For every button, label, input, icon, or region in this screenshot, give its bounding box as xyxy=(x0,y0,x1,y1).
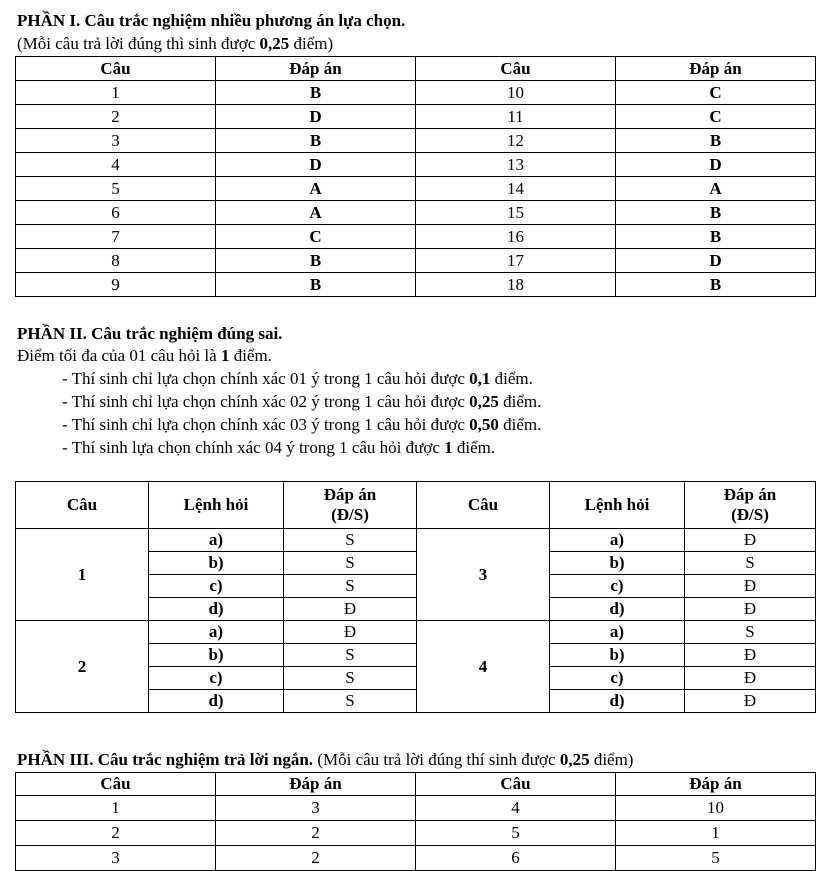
table-row xyxy=(16,821,816,846)
table-row xyxy=(16,81,816,105)
part3-note-score: 0,25 xyxy=(559,750,590,769)
sub-question: c) xyxy=(149,575,284,598)
part2-header-dap-an-right xyxy=(685,482,816,529)
answer-cell: S xyxy=(284,644,417,667)
part1-header-3: Đáp án xyxy=(616,57,816,81)
sub-question: c) xyxy=(149,667,284,690)
table-row xyxy=(16,177,816,201)
answer-cell: B xyxy=(216,249,416,273)
rule-suffix: điểm. xyxy=(498,415,542,434)
sub-question: a) xyxy=(550,621,685,644)
question-number: 16 xyxy=(416,225,616,249)
question-number: 3 xyxy=(16,846,216,871)
question-number: 4 xyxy=(416,796,616,821)
answer-cell: C xyxy=(216,225,416,249)
answer-cell: B xyxy=(216,273,416,297)
sub-question: b) xyxy=(149,644,284,667)
rule-suffix: điểm. xyxy=(498,392,542,411)
question-number: 1 xyxy=(16,529,149,621)
part1-answer-table xyxy=(15,56,816,297)
answer-cell: D xyxy=(616,153,816,177)
sub-question: b) xyxy=(149,552,284,575)
answer-cell: Đ xyxy=(685,598,816,621)
question-number: 6 xyxy=(416,846,616,871)
answer-cell: Đ xyxy=(284,598,417,621)
table-row xyxy=(16,621,816,644)
part2-max-suffix: điểm. xyxy=(229,346,272,365)
rule-score: 0,25 xyxy=(469,392,499,411)
part1-header-0: Câu xyxy=(16,57,216,81)
rule-score: 0,1 xyxy=(469,369,491,388)
answer-cell: B xyxy=(616,273,816,297)
question-number: 13 xyxy=(416,153,616,177)
question-number: 14 xyxy=(416,177,616,201)
part3-answer-table xyxy=(15,772,816,871)
part2-header-lenh-hoi-left: Lệnh hỏi xyxy=(149,482,284,529)
rule-text: - Thí sinh chỉ lựa chọn chính xác 03 ý trong 1 câu hỏi được xyxy=(62,415,470,434)
part1-note-prefix: (Mỗi câu trả lời đúng thì sinh được xyxy=(17,34,260,53)
part1-note xyxy=(17,34,333,54)
sub-question: a) xyxy=(550,529,685,552)
table-row xyxy=(16,129,816,153)
rule-text: - Thí sinh chỉ lựa chọn chính xác 02 ý trong 1 câu hỏi được xyxy=(62,392,470,411)
table-row xyxy=(16,105,816,129)
question-number: 1 xyxy=(16,81,216,105)
answer-cell: B xyxy=(216,81,416,105)
part3-header-0: Câu xyxy=(16,773,216,796)
sub-question: d) xyxy=(550,598,685,621)
sub-question: a) xyxy=(149,621,284,644)
answer-cell: 2 xyxy=(216,821,416,846)
answer-cell: B xyxy=(616,201,816,225)
question-number: 3 xyxy=(417,529,550,621)
answer-cell: 3 xyxy=(216,796,416,821)
part2-header-lenh-hoi-right: Lệnh hỏi xyxy=(550,482,685,529)
question-number: 7 xyxy=(16,225,216,249)
rule-text: - Thí sinh lựa chọn chính xác 04 ý trong 1 câu hỏi được xyxy=(62,438,445,457)
question-number: 1 xyxy=(16,796,216,821)
answer-cell: Đ xyxy=(685,690,816,713)
question-number: 11 xyxy=(416,105,616,129)
part3-note-prefix: (Mỗi câu trả lời đúng thí sinh được xyxy=(313,750,560,769)
answer-cell: 10 xyxy=(616,796,816,821)
question-number: 6 xyxy=(16,201,216,225)
answer-cell: 1 xyxy=(616,821,816,846)
rule-suffix: điểm. xyxy=(490,369,533,388)
part2-header-cau-right: Câu xyxy=(417,482,550,529)
answer-cell: B xyxy=(616,129,816,153)
part1-header-2: Câu xyxy=(416,57,616,81)
answer-cell: S xyxy=(284,575,417,598)
answer-cell: A xyxy=(216,177,416,201)
part2-max-value: 1 xyxy=(220,346,230,365)
rule-suffix: điểm. xyxy=(452,438,496,457)
part2-title: PHẦN II. Câu trắc nghiệm đúng sai. xyxy=(17,324,283,343)
part2-rule-1 xyxy=(62,392,541,412)
part2-rule-3 xyxy=(62,438,495,458)
sub-question: c) xyxy=(550,575,685,598)
answer-cell: D xyxy=(216,105,416,129)
table-row xyxy=(16,153,816,177)
table-row xyxy=(16,225,816,249)
part2-header-dap-an-left-line2: (Đ/S) xyxy=(331,505,369,524)
part3-header-1: Đáp án xyxy=(216,773,416,796)
part1-title: PHẦN I. Câu trắc nghiệm nhiều phương án lựa chọn. xyxy=(17,11,406,30)
part3-header-2: Câu xyxy=(416,773,616,796)
part2-header-dap-an-right-line1: Đáp án xyxy=(723,485,777,504)
sub-question: b) xyxy=(550,644,685,667)
question-number: 3 xyxy=(16,129,216,153)
answer-cell: C xyxy=(616,81,816,105)
table-row xyxy=(16,529,816,552)
sub-question: d) xyxy=(550,690,685,713)
answer-cell: C xyxy=(616,105,816,129)
answer-cell: S xyxy=(284,552,417,575)
part2-header-dap-an-right-line2: (Đ/S) xyxy=(731,505,769,524)
part2-header-dap-an-left xyxy=(284,482,417,529)
part3-title: PHẦN III. Câu trắc nghiệm trả lời ngắn. xyxy=(17,750,314,769)
part2-answer-table xyxy=(15,481,816,713)
question-number: 5 xyxy=(416,821,616,846)
table-row xyxy=(16,846,816,871)
part2-rule-0 xyxy=(62,369,533,389)
question-number: 2 xyxy=(16,621,149,713)
question-number: 15 xyxy=(416,201,616,225)
part1-header-1: Đáp án xyxy=(216,57,416,81)
part2-header-dap-an-left-line1: Đáp án xyxy=(323,485,377,504)
sub-question: c) xyxy=(550,667,685,690)
question-number: 9 xyxy=(16,273,216,297)
part2-max-score xyxy=(17,346,272,366)
part2-max-prefix: Điểm tối đa của 01 câu hỏi là xyxy=(17,346,221,365)
answer-cell: Đ xyxy=(685,529,816,552)
rule-text: - Thí sinh chỉ lựa chọn chính xác 01 ý trong 1 câu hỏi được xyxy=(62,369,470,388)
sub-question: b) xyxy=(550,552,685,575)
table-row xyxy=(16,249,816,273)
question-number: 5 xyxy=(16,177,216,201)
rule-score: 0,50 xyxy=(469,415,499,434)
table-row xyxy=(16,796,816,821)
question-number: 2 xyxy=(16,105,216,129)
question-number: 8 xyxy=(16,249,216,273)
part3-heading xyxy=(17,750,633,770)
answer-cell: A xyxy=(616,177,816,201)
table-row xyxy=(16,201,816,225)
question-number: 4 xyxy=(417,621,550,713)
question-number: 12 xyxy=(416,129,616,153)
answer-cell: D xyxy=(616,249,816,273)
sub-question: a) xyxy=(149,529,284,552)
answer-cell: B xyxy=(616,225,816,249)
table-row xyxy=(16,273,816,297)
answer-cell: 5 xyxy=(616,846,816,871)
answer-cell: S xyxy=(284,690,417,713)
answer-cell: Đ xyxy=(685,667,816,690)
answer-cell: 2 xyxy=(216,846,416,871)
sub-question: d) xyxy=(149,598,284,621)
answer-cell: D xyxy=(216,153,416,177)
question-number: 4 xyxy=(16,153,216,177)
sub-question: d) xyxy=(149,690,284,713)
question-number: 17 xyxy=(416,249,616,273)
answer-cell: B xyxy=(216,129,416,153)
answer-cell: S xyxy=(685,552,816,575)
part3-header-3: Đáp án xyxy=(616,773,816,796)
answer-cell: S xyxy=(284,667,417,690)
answer-cell: S xyxy=(685,621,816,644)
question-number: 18 xyxy=(416,273,616,297)
part2-header-cau-left: Câu xyxy=(16,482,149,529)
answer-cell: Đ xyxy=(685,644,816,667)
answer-cell: S xyxy=(284,529,417,552)
rule-score: 1 xyxy=(444,438,453,457)
part1-note-score: 0,25 xyxy=(259,34,290,53)
question-number: 2 xyxy=(16,821,216,846)
answer-cell: Đ xyxy=(685,575,816,598)
part1-note-suffix: điểm) xyxy=(289,34,334,53)
question-number: 10 xyxy=(416,81,616,105)
answer-cell: Đ xyxy=(284,621,417,644)
answer-cell: A xyxy=(216,201,416,225)
part2-rule-2 xyxy=(62,415,541,435)
part3-note-suffix: điểm) xyxy=(589,750,634,769)
